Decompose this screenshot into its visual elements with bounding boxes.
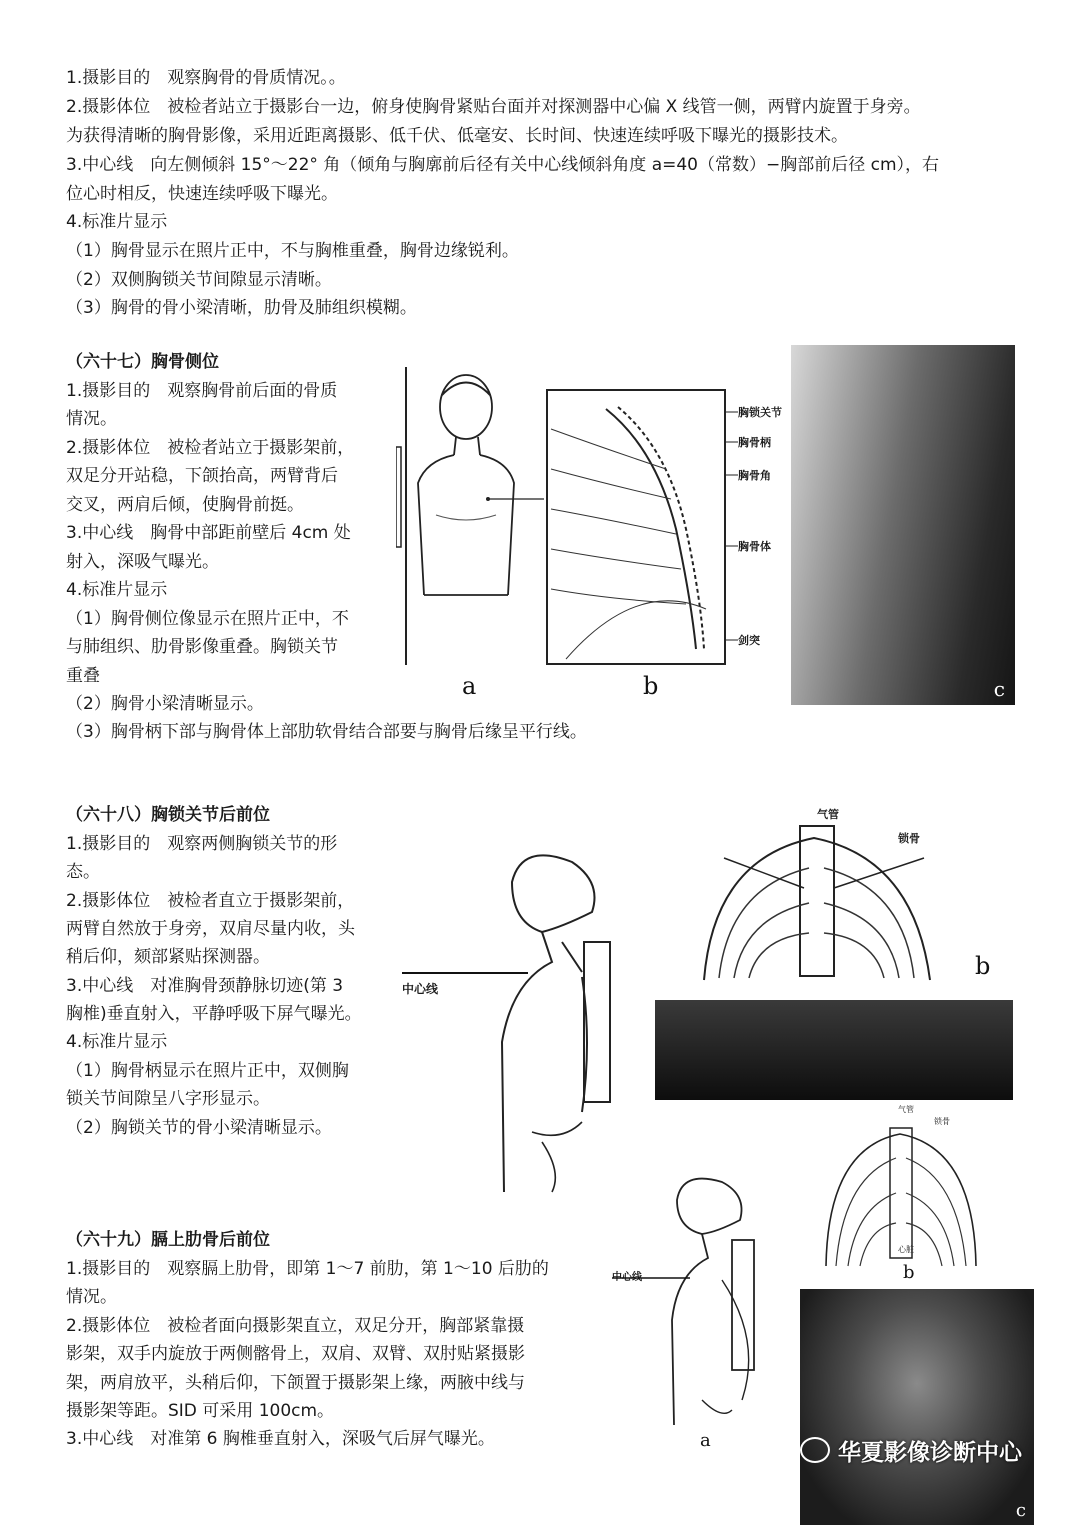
text-line: 1.摄影目的 观察两侧胸锁关节的形 [66, 834, 338, 854]
text-line: （2）双侧胸锁关节间隙显示清晰。 [66, 270, 332, 290]
figure-69c-xray [800, 1289, 1034, 1525]
text-line: 稍后仰，颏部紧贴探测器。 [66, 947, 270, 967]
text-line: 双足分开站稳，下颌抬高，两臂背后 [66, 466, 338, 486]
text-line: 2.摄影体位 被检者面向摄影架直立，双足分开，胸部紧靠摄 [66, 1316, 525, 1336]
text-line: 2.摄影体位 被检者站立于摄影台一边，俯身使胸骨紧贴台面并对探测器中心偏 X 线管一侧，两臂内旋置于身旁。 [66, 97, 921, 117]
annotation-sternal-angle: 胸骨角 [738, 469, 771, 482]
text-line: 重叠 [66, 666, 100, 686]
text-line: 射入，深吸气曝光。 [66, 552, 219, 572]
section-title: （六十七）胸骨侧位 [66, 352, 219, 372]
text-line: （3）胸骨柄下部与胸骨体上部肋软骨结合部要与胸骨后缘呈平行线。 [66, 722, 587, 742]
section-title: （六十九）膈上肋骨后前位 [66, 1230, 270, 1250]
text-line: 态。 [66, 862, 100, 882]
text-line: 1.摄影目的 观察胸骨的骨质情况。。 [66, 68, 346, 88]
center-line-label: 中心线 [402, 982, 439, 996]
figure-label-b: b [903, 1262, 915, 1283]
annotation-manubrium: 胸骨柄 [738, 436, 771, 449]
figure-69a-person-illustration [662, 1170, 772, 1430]
text-line: 3.中心线 向左侧倾斜 15°〜22° 角（倾角与胸廓前后径有关中心线倾斜角度 a=40（常数）−胸部前后径 cm），右 [66, 155, 940, 175]
center-line [402, 970, 528, 976]
text-line: 1.摄影目的 观察膈上肋骨，即第 1〜7 前肋，第 1〜10 后肋的 [66, 1259, 549, 1279]
clavicle-label: 锁骨 [898, 832, 920, 845]
trachea-label: 气管 [898, 1105, 914, 1114]
text-line: 胸椎)垂直射入，平静呼吸下屏气曝光。 [66, 1004, 362, 1024]
text-line: 影架，双手内旋放于两侧髂骨上，双肩、双臂、双肘贴紧摄影 [66, 1344, 525, 1364]
center-line-label: 中心线 [612, 1272, 642, 1283]
text-line: 锁关节间隙呈八字形显示。 [66, 1089, 270, 1109]
figure-label-c: c [993, 677, 1005, 701]
figure-label-a: a [700, 1430, 711, 1451]
figure-68a-person-illustration [492, 842, 622, 1200]
figure-68b-thorax-diagram [694, 818, 964, 982]
text-line: 架，两肩放平，头稍后仰，下颌置于摄影架上缘，两腋中线与 [66, 1373, 525, 1393]
watermark [800, 1428, 1070, 1472]
text-line: 4.标准片显示 [66, 1032, 168, 1052]
section-title: （六十八）胸锁关节后前位 [66, 805, 270, 825]
annotation-sternoclavicular: 胸锁关节 [738, 406, 782, 419]
figure-label-b: b [975, 952, 991, 980]
text-line: 位心时相反，快速连续呼吸下曝光。 [66, 184, 338, 204]
figure-67a-person-illustration [396, 365, 544, 670]
clavicle-label: 锁骨 [934, 1117, 950, 1126]
text-line: （3）胸骨的骨小梁清晰，肋骨及肺组织模糊。 [66, 298, 417, 318]
text-line: 2.摄影体位 被检者站立于摄影架前， [66, 438, 355, 458]
text-line: 两臂自然放于身旁，双肩尽量内收，头 [66, 919, 355, 939]
figure-label-b: b [643, 672, 659, 700]
figure-label-a: a [462, 672, 477, 700]
text-line: 1.摄影目的 观察胸骨前后面的骨质 [66, 381, 338, 401]
text-line: 与肺组织、肋骨影像重叠。胸锁关节 [66, 637, 338, 657]
text-line: 3.中心线 对准胸骨颈静脉切迹(第 3 [66, 976, 344, 996]
watermark-text: 华夏影像诊断中心 [838, 1439, 1022, 1466]
annotation-sternal-body: 胸骨体 [738, 540, 771, 553]
annotation-leader-lines [726, 400, 738, 650]
text-line: 2.摄影体位 被检者直立于摄影架前， [66, 891, 355, 911]
figure-label-c: c [1015, 1500, 1026, 1521]
annotation-xiphoid: 剑突 [738, 634, 760, 647]
text-line: 交叉，两肩后倾，使胸骨前挺。 [66, 495, 304, 515]
text-line: 3.中心线 对准第 6 胸椎垂直射入，深吸气后屏气曝光。 [66, 1429, 495, 1449]
figure-67c-xray [791, 345, 1015, 705]
trachea-label: 气管 [817, 808, 839, 821]
wechat-logo-icon [800, 1437, 830, 1463]
center-line [612, 1276, 690, 1280]
text-line: 4.标准片显示 [66, 212, 168, 232]
text-line: 为获得清晰的胸骨影像，采用近距离摄影、低千伏、低毫安、长时间、快速连续呼吸下曝光的摄影技术。 [66, 126, 848, 146]
heart-label: 心脏 [898, 1245, 914, 1254]
text-line: 3.中心线 胸骨中部距前壁后 4cm 处 [66, 523, 351, 543]
text-line: （1）胸骨柄显示在照片正中，双侧胸 [66, 1061, 349, 1081]
text-line: 情况。 [66, 1287, 117, 1307]
text-line: 情况。 [66, 409, 117, 429]
text-line: （1）胸骨侧位像显示在照片正中，不 [66, 609, 349, 629]
text-line: （2）胸骨小梁清晰显示。 [66, 694, 264, 714]
figure-67b-sternum-diagram [546, 389, 726, 665]
figure-68c-xray [655, 1000, 1013, 1100]
text-line: 4.标准片显示 [66, 580, 168, 600]
text-line: （1）胸骨显示在照片正中，不与胸椎重叠，胸骨边缘锐利。 [66, 241, 519, 261]
text-line: 摄影架等距。SID 可采用 100cm。 [66, 1401, 335, 1421]
text-line: （2）胸锁关节的骨小梁清晰显示。 [66, 1118, 332, 1138]
